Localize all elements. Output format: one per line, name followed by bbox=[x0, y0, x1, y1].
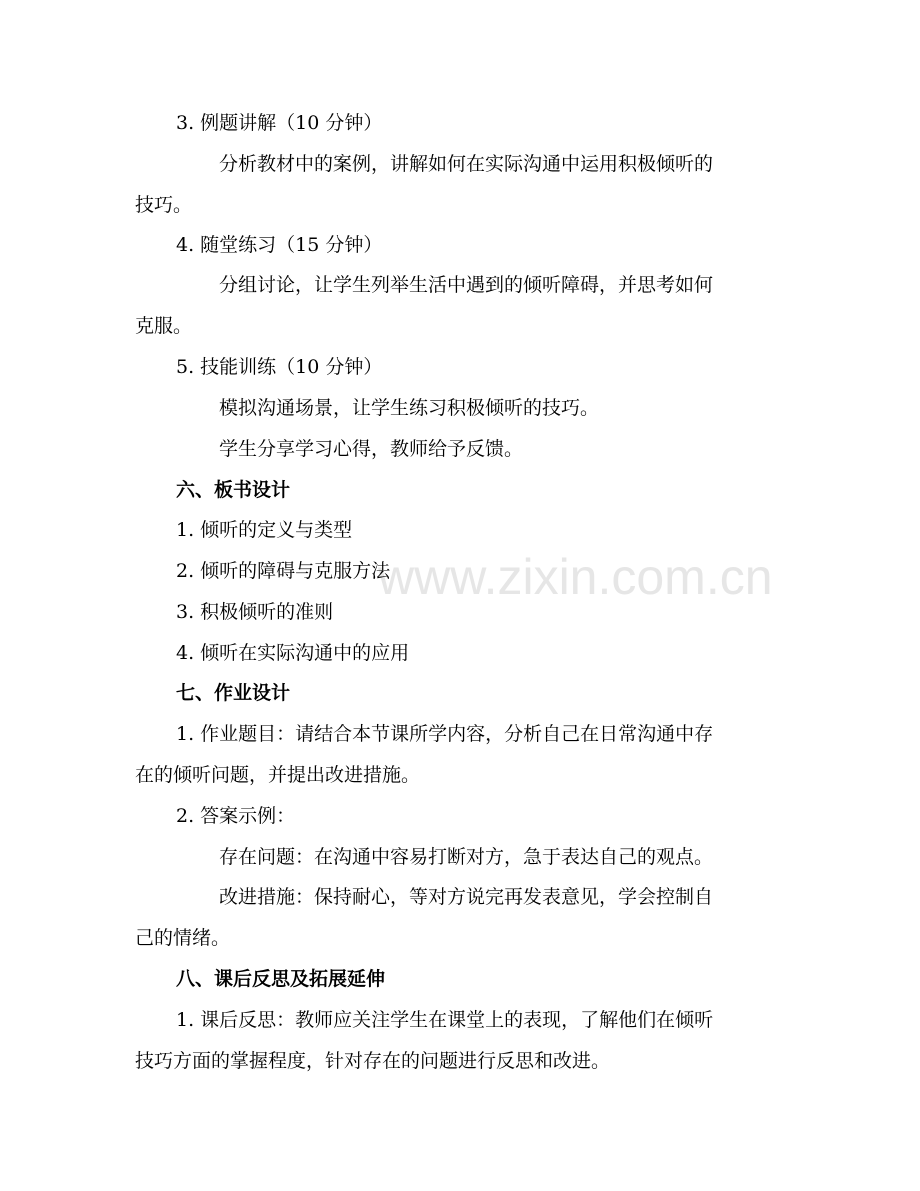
paragraph-line: 克服。 bbox=[135, 315, 193, 337]
list-item-example-explanation: 3. 例题讲解（10 分钟） bbox=[176, 112, 383, 134]
list-item-skill-training: 5. 技能训练（10 分钟） bbox=[176, 356, 383, 378]
section-heading-reflection: 八、课后反思及拓展延伸 bbox=[176, 968, 386, 990]
paragraph-line: 分组讨论，让学生列举生活中遇到的倾听障碍，并思考如何 bbox=[219, 274, 714, 296]
paragraph-line: 分析教材中的案例，讲解如何在实际沟通中运用积极倾听的 bbox=[219, 153, 714, 175]
paragraph-line: 存在问题：在沟通中容易打断对方，急于表达自己的观点。 bbox=[219, 846, 714, 868]
list-item: 3. 积极倾听的准则 bbox=[176, 601, 334, 623]
list-item: 1. 倾听的定义与类型 bbox=[176, 519, 353, 541]
list-item-class-practice: 4. 随堂练习（15 分钟） bbox=[176, 234, 383, 256]
paragraph-line: 技巧方面的掌握程度，针对存在的问题进行反思和改进。 bbox=[135, 1050, 611, 1072]
paragraph-line: 己的情绪。 bbox=[135, 927, 231, 949]
paragraph-line: 改进措施：保持耐心，等对方说完再发表意见，学会控制自 bbox=[219, 886, 714, 908]
section-heading-board-design: 六、板书设计 bbox=[176, 479, 291, 501]
list-item: 1. 课后反思：教师应关注学生在课堂上的表现，了解他们在倾听 bbox=[176, 1009, 714, 1031]
paragraph-line: 学生分享学习心得，教师给予反馈。 bbox=[219, 438, 524, 460]
watermark: www.zixin.com.cn bbox=[378, 549, 773, 605]
list-item: 2. 倾听的障碍与克服方法 bbox=[176, 560, 391, 582]
paragraph-line: 模拟沟通场景，让学生练习积极倾听的技巧。 bbox=[219, 397, 600, 419]
list-item: 4. 倾听在实际沟通中的应用 bbox=[176, 642, 410, 664]
paragraph-line: 在的倾听问题，并提出改进措施。 bbox=[135, 764, 421, 786]
section-heading-homework-design: 七、作业设计 bbox=[176, 682, 291, 704]
list-item: 1. 作业题目：请结合本节课所学内容，分析自己在日常沟通中存 bbox=[176, 723, 714, 745]
list-item: 2. 答案示例： bbox=[176, 805, 296, 827]
paragraph-line: 技巧。 bbox=[135, 194, 193, 216]
